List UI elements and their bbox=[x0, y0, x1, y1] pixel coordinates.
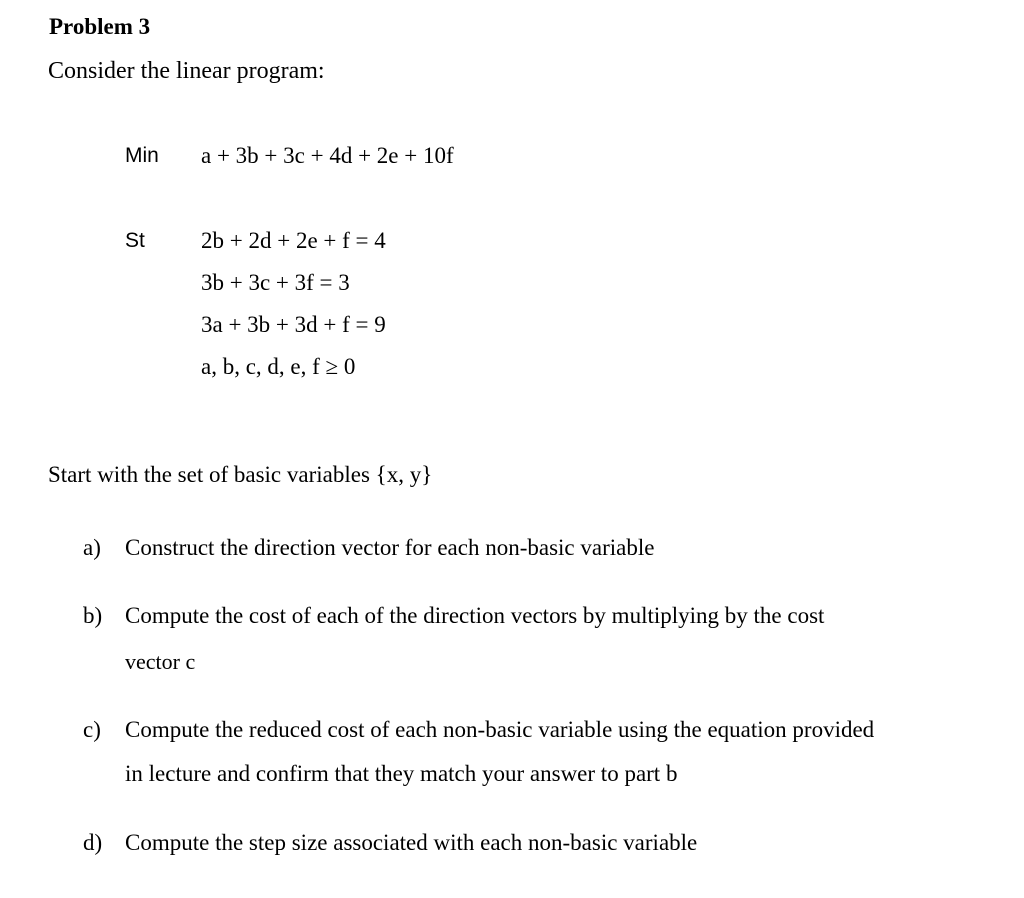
nonnegativity-constraint: a, b, c, d, e, f ≥ 0 bbox=[201, 354, 356, 379]
part-d bbox=[83, 830, 697, 856]
part-c-text-line-2: in lecture and confirm that they match your answer to part b bbox=[125, 761, 678, 786]
objective-label: Min bbox=[125, 144, 159, 167]
part-a bbox=[83, 535, 654, 561]
constraint-1: 2b + 2d + 2e + f = 4 bbox=[201, 228, 386, 253]
problem-title: Problem 3 bbox=[49, 14, 151, 39]
start-instruction: Start with the set of basic variables {x, y} bbox=[48, 462, 433, 487]
constraint-3: 3a + 3b + 3d + f = 9 bbox=[201, 312, 386, 337]
part-a-text: Construct the direction vector for each non-basic variable bbox=[125, 535, 655, 560]
part-b-letter: b) bbox=[83, 603, 103, 628]
objective-expression: a + 3b + 3c + 4d + 2e + 10f bbox=[201, 143, 454, 168]
part-b-text-line-2: vector c bbox=[125, 649, 196, 674]
part-d-text: Compute the step size associated with each non-basic variable bbox=[125, 830, 698, 855]
constraints-label: St bbox=[125, 229, 145, 252]
part-b-text-line-1: Compute the cost of each of the direction vectors by multiplying by the cost bbox=[125, 603, 825, 628]
part-b bbox=[83, 603, 824, 629]
part-c bbox=[83, 717, 874, 743]
part-a-letter: a) bbox=[83, 535, 101, 560]
constraint-2: 3b + 3c + 3f = 3 bbox=[201, 270, 350, 295]
problem-intro: Consider the linear program: bbox=[48, 58, 325, 84]
part-d-letter: d) bbox=[83, 830, 103, 855]
part-c-text-line-1: Compute the reduced cost of each non-basic variable using the equation provided bbox=[125, 717, 875, 742]
part-c-letter: c) bbox=[83, 717, 101, 742]
